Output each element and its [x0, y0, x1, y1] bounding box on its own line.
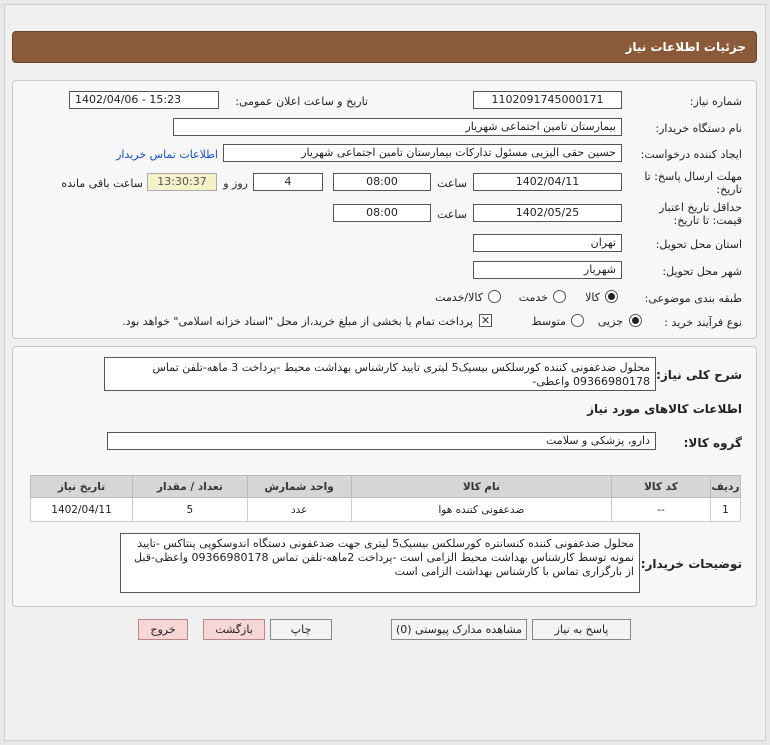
col-date: تاریخ نیاز: [31, 476, 133, 498]
validity-date-field: 1402/05/25: [473, 204, 622, 222]
table-row: [31, 498, 741, 522]
deadline-time-label: ساعت: [437, 177, 467, 190]
category-label: طبقه بندی موضوعی:: [644, 292, 742, 305]
buyer-contact-link[interactable]: اطلاعات تماس خریدار: [116, 148, 218, 161]
cell-unit: عدد: [247, 498, 351, 522]
city-field: شهریار: [473, 261, 622, 279]
cell-row: 1: [710, 498, 740, 522]
category-option-service: خدمت: [518, 291, 548, 304]
goods-group-field: دارو، پزشکی و سلامت: [107, 432, 656, 450]
cell-name: ضدعفونی کننده هوا: [351, 498, 611, 522]
page-title: جزئیات اطلاعات نیاز: [12, 31, 757, 63]
need-number-label: شماره نیاز:: [689, 95, 742, 108]
cell-qty: 5: [133, 498, 248, 522]
province-label: استان محل تحویل:: [655, 238, 742, 251]
city-label: شهر محل تحویل:: [662, 265, 742, 278]
deadline-label-1: مهلت ارسال پاسخ: تا: [644, 170, 742, 183]
buyer-field: بیمارستان تامین اجتماعی شهریار: [173, 118, 622, 136]
requester-field: حسین حقی الیزیی مسئول تدارکات بیمارستان تامین اجتماعی شهریار: [223, 144, 622, 162]
need-number-field: 1102091745000171: [473, 91, 622, 109]
process-option-minor: جزیی: [597, 315, 623, 328]
reply-button[interactable]: پاسخ به نیاز: [532, 619, 631, 640]
col-qty: تعداد / مقدار: [133, 476, 248, 498]
buyer-notes-label: توضیحات خریدار:: [640, 557, 742, 571]
category-radio-goods-service[interactable]: [488, 290, 501, 303]
remaining-label: ساعت باقی مانده: [61, 177, 143, 190]
category-radio-service[interactable]: [553, 290, 566, 303]
buyer-label: نام دستگاه خریدار:: [655, 122, 742, 135]
deadline-time-field: 08:00: [333, 173, 431, 191]
province-field: تهران: [473, 234, 622, 252]
cell-code: --: [612, 498, 711, 522]
description-label: شرح کلی نیاز:: [656, 368, 742, 382]
validity-label-1: حداقل تاریخ اعتبار: [658, 201, 742, 214]
deadline-date-field: 1402/04/11: [473, 173, 622, 191]
process-radio-medium[interactable]: [571, 314, 584, 327]
deadline-label-2: تاریخ:: [716, 183, 742, 196]
description-box: محلول ضدعفونی کننده کورسلکس بیسیک5 لیتری تایید کارشناس بهداشت محیط -پرداخت 3 ماهه-تلفن تماس 09366980178 واعظی-: [104, 357, 656, 391]
cell-date: 1402/04/11: [31, 498, 133, 522]
requester-label: ایجاد کننده درخواست:: [640, 148, 742, 161]
days-field: 4: [253, 173, 323, 191]
back-button[interactable]: بازگشت: [203, 619, 265, 640]
goods-section-title: اطلاعات کالاهای مورد نیاز: [587, 402, 742, 416]
col-name: نام کالا: [351, 476, 611, 498]
process-option-medium: متوسط: [531, 315, 566, 328]
payment-note: پرداخت تمام یا بخشی از مبلغ خرید،از محل "اسناد خزانه اسلامی" خواهد بود.: [122, 315, 473, 328]
buyer-notes-box: محلول ضدعفونی کننده کنسانتره کورسلکس بیسیک5 لیتری جهت ضدعفونی دستگاه اندوسکوپی پنتاکس -تایید نمونه توسط کارشناس بهداشت محیط الزامی است -پرداخت 2ماهه-تلفن تماس 09366980178 واعظی-قبل از بارگزاری تماس با کارشناس بهداشت الزامی است: [120, 533, 640, 593]
col-row: ردیف: [710, 476, 740, 498]
category-radio-goods[interactable]: [605, 290, 618, 303]
print-button[interactable]: چاپ: [270, 619, 332, 640]
exit-button[interactable]: خروج: [138, 619, 188, 640]
process-radio-minor[interactable]: [629, 314, 642, 327]
col-unit: واحد شمارش: [247, 476, 351, 498]
goods-table: [30, 475, 741, 522]
category-option-goods-service: کالا/خدمت: [435, 291, 483, 304]
attachments-button[interactable]: مشاهده مدارک پیوستی (0): [391, 619, 527, 640]
goods-table-header: [31, 476, 741, 498]
days-label: روز و: [223, 177, 248, 190]
announce-field: 1402/04/06 - 15:23: [69, 91, 219, 109]
announce-label: تاریخ و ساعت اعلان عمومی:: [235, 95, 368, 108]
remaining-time-field: 13:30:37: [147, 173, 217, 191]
process-label: نوع فرآیند خرید :: [664, 316, 742, 329]
goods-group-label: گروه کالا:: [683, 436, 742, 450]
validity-label-2: قیمت: تا تاریخ:: [673, 214, 742, 227]
category-option-goods: کالا: [585, 291, 600, 304]
validity-time-label: ساعت: [437, 208, 467, 221]
validity-time-field: 08:00: [333, 204, 431, 222]
col-code: کد کالا: [612, 476, 711, 498]
treasury-checkbox[interactable]: ✕: [480, 314, 491, 327]
